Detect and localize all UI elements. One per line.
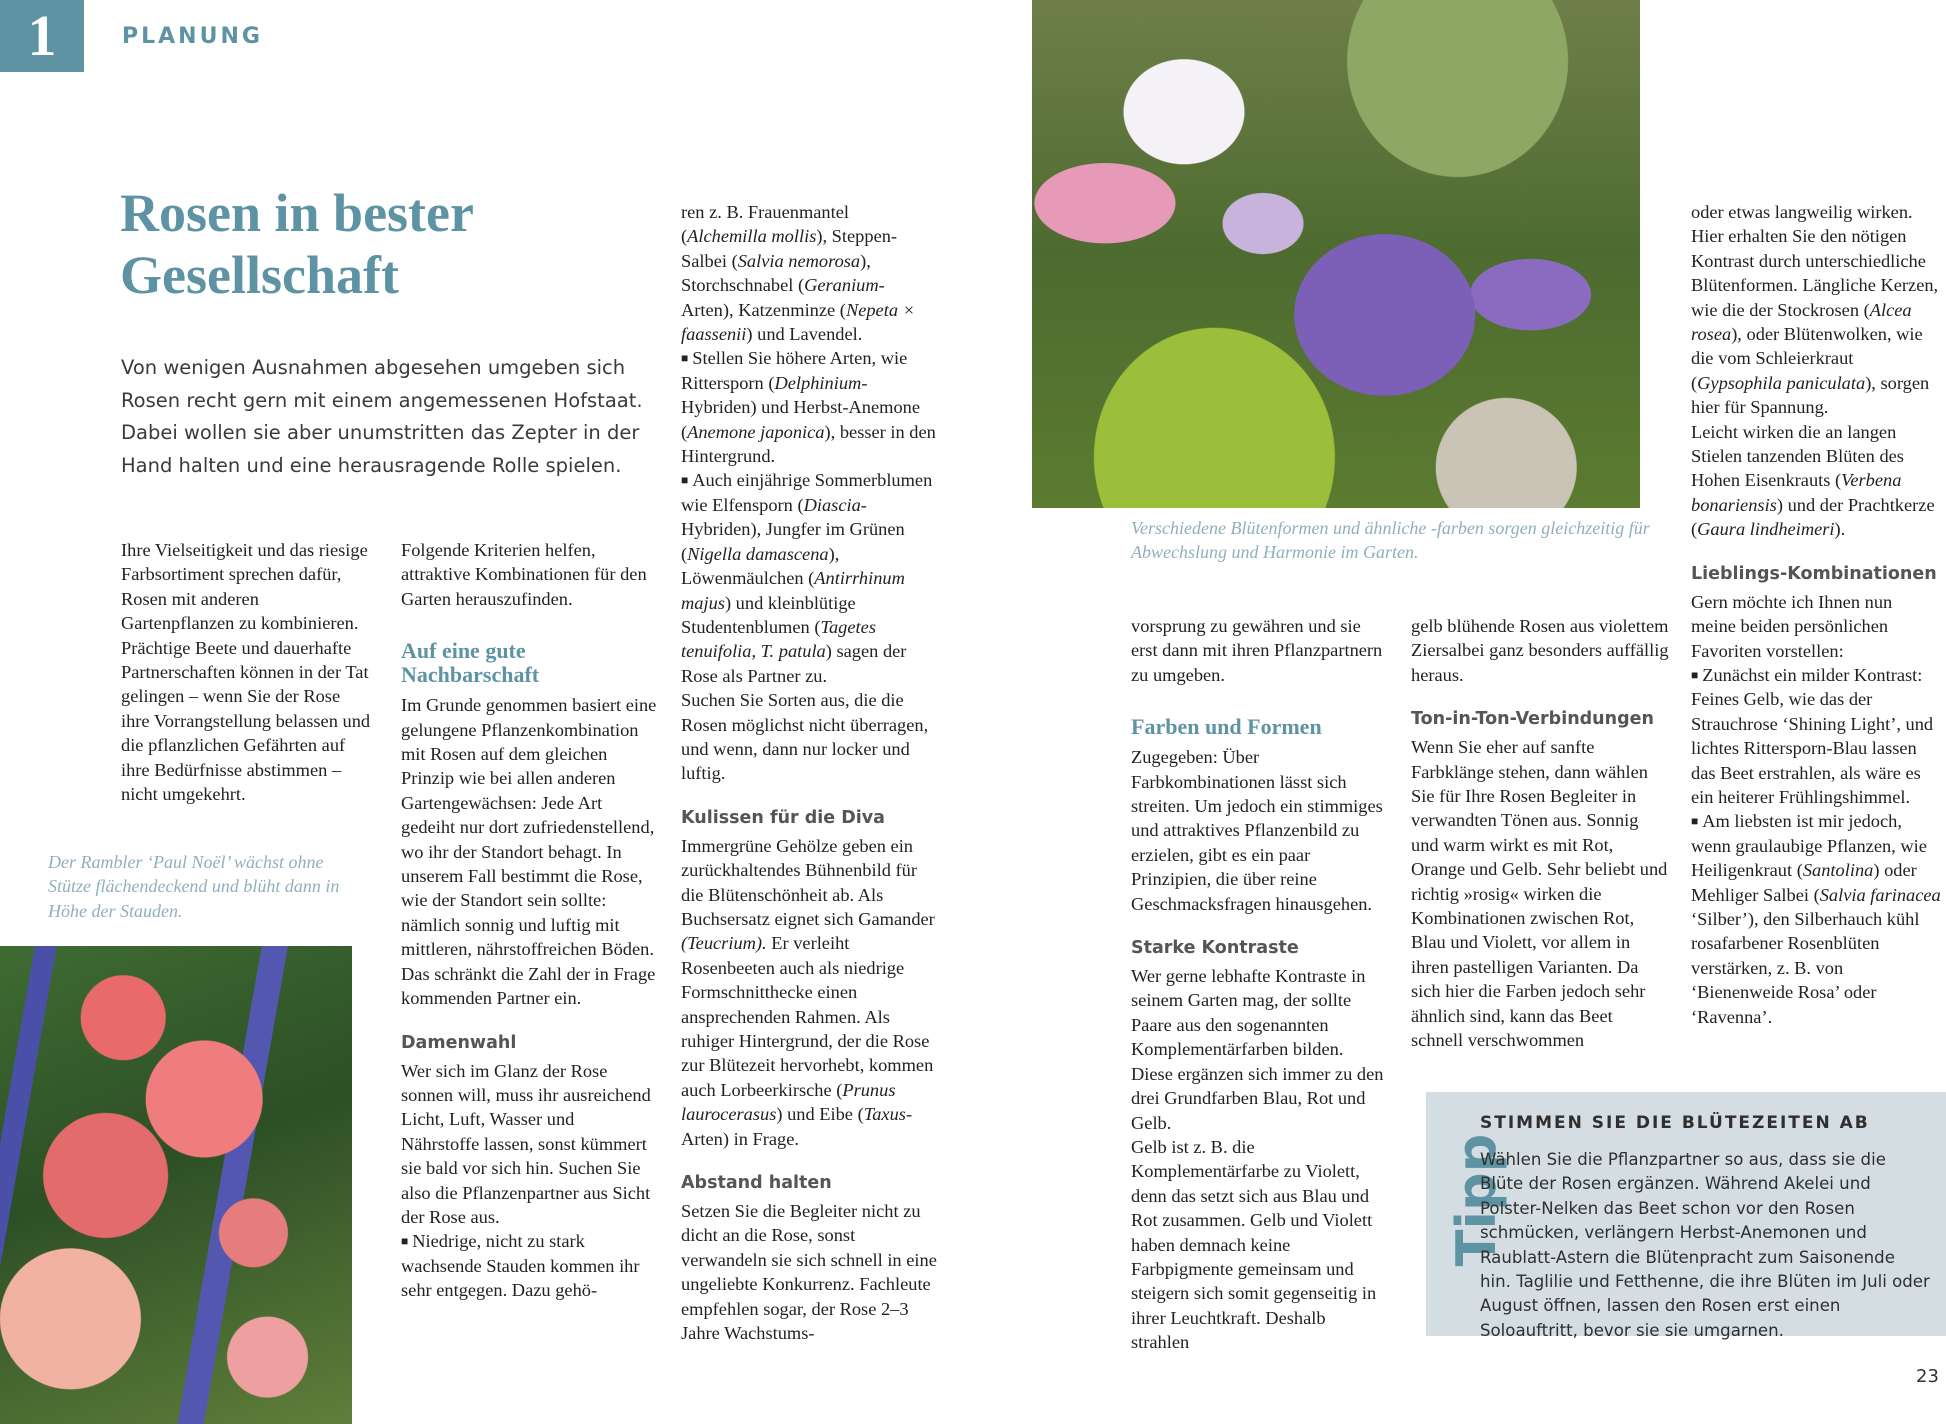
col3-p2: Setzen Sie die Begleiter nicht zu dicht an die Rose, sonst verwandeln sie sich schnell in eine ungeliebte Konkurrenz. Fachleute empfehlen sogar, der Rose 2–3 Jahre Wachstums-	[681, 1201, 937, 1344]
column-2	[401, 538, 657, 1303]
heading-kulissen: Kulissen für die Diva	[681, 807, 885, 828]
col3-p1: Immergrüne Gehölze geben ein zurückhaltendes Bühnenbild für die Blütenschönheit ab. Als Buchsersatz eignet sich Gamander (Teucrium). Er verleiht Rosenbeeten auch als niedrige Formschnitthecke einen ansprechenden Rahmen. Als ruhiger Hintergrund, der die Rose zur Blütezeit hervorhebt, kommen auch Lorbeerkirsche (Prunus laurocerasus) und Eibe (Taxus-Arten) in Frage.	[681, 835, 935, 1149]
tip-text: Wählen Sie die Pflanzpartner so aus, dass sie die Blüte der Rosen ergänzen. Während Akelei und Polster-Nelken das Beet schon vor den Rosen schmücken, verlängern Herbst-Anemonen und Raublatt-Astern die Blütenpracht zum Saisonende hin. Taglilie und Fetthenne, die ihre Blüten im Juli oder August öffnen, lassen den Rosen erst einen Soloauftritt, bevor sie sie umgarnen.	[1480, 1150, 1930, 1340]
roses-photo-caption: Der Rambler ‘Paul Noël’ wächst ohne Stütze flächendeckend und blüht dann in Höhe der Stauden.	[48, 852, 340, 921]
garden-photo-caption: Verschiedene Blütenformen und ähnliche -farben sorgen gleichzeitig für Abwechslung und Harmonie im Garten.	[1131, 518, 1650, 563]
bullet-square-icon: ■	[401, 1234, 409, 1249]
heading-abstand: Abstand halten	[681, 1173, 832, 1194]
col6-p2: Gern möchte ich Ihnen nun meine beiden persönlichen Favoriten vorstellen:	[1691, 591, 1893, 661]
roses-lupins-photo	[0, 946, 352, 1424]
col4-p3: Gelb ist z. B. die Komplementärfarbe zu Violett, denn das setzt sich aus Blau und Rot zusammen. Gelb und Violett haben demnach keine Farbpigmente gemeinsam und steigern sich somit gegenseitig in ihrer Leuchtkraft. Deshalb strahlen	[1131, 1136, 1377, 1353]
col4-p2: Wer gerne lebhafte Kontraste in seinem Garten mag, der sollte Paare aus den sogenannten Komplementärfarben bilden. Diese ergänzen sich immer zu den drei Grundfarben Blau, Rot und Gelb.	[1131, 966, 1384, 1133]
heading-ton-in-ton: Ton-in-Ton-Verbindungen	[1411, 709, 1654, 730]
col5-p0: gelb blühende Rosen aus violettem Ziersalbei ganz besonders auffällig heraus.	[1411, 616, 1669, 685]
col4-p1: Zugegeben: Über Farbkombinationen lässt sich streiten. Um jedoch ein stimmiges und attraktives Pflanzenbild zu erzielen, gibt es ein paar Prinzipien, die über reine Geschmacksfragen hinausgehen.	[1131, 747, 1383, 914]
col2-bullet1: ■ Niedrige, nicht zu stark wachsende Stauden kommen ihr sehr entgegen. Dazu gehö-	[401, 1231, 640, 1301]
column-6	[1691, 200, 1941, 1029]
col3-bullet3: ■ Auch einjährige Sommerblumen wie Elfensporn (Diascia-Hybriden), Jungfer im Grünen (Nigella damascena), Löwenmäulchen (Antirrhinum majus) und kleinblütige Studentenblumen (Tagetes tenuifolia, T. patula) sagen der Rose als Partner zu.	[681, 470, 933, 686]
column-1	[121, 538, 373, 806]
chapter-number: 1	[27, 3, 57, 68]
heading-farben: Farben und Formen	[1131, 714, 1322, 740]
col5-p1: Wenn Sie eher auf sanfte Farbklänge stehen, dann wählen Sie für Ihre Rosen Begleiter in verwandten Tönen aus. Sonnig und warm wirkt es mit Rot, Orange und Gelb. Sehr beliebt und richtig »rosig« wirken die Kombinationen zwischen Rot, Blau und Violett, vor allem in ihren pastelligen Varianten. Da sich hier die Farben jedoch sehr ähnlich sind, kann das Beet schnell verschwommen	[1411, 737, 1668, 1051]
col1-intro: Ihre Vielseitigkeit und das riesige Farbsortiment sprechen dafür, Rosen mit anderen Gartenpflanzen zu kombinieren. Prächtige Beete und dauerhafte Partnerschaften können in der Tat gelingen – wenn Sie der Rose ihre Vorrangstellung belassen und die pflanzlichen Gefährten auf ihre Bedürfnisse abstimmen – nicht umgekehrt.	[121, 540, 371, 805]
lead-paragraph: Von wenigen Ausnahmen abgesehen umgeben sich Rosen recht gern mit einem angemessenen Hofstaat. Dabei wollen sie aber unumstritten das Zepter in der Hand halten und eine herausragende Rolle spielen.	[121, 356, 643, 477]
bullet-square-icon: ■	[681, 473, 689, 488]
bullet-square-icon: ■	[681, 351, 689, 366]
col6-bullet1: ■ Zunächst ein milder Kontrast: Feines Gelb, wie das der Strauchrose ‘Shining Light’, und lichtes Rittersporn-Blau lassen das Beet erstrahlen, als wäre es ein heiterer Frühlingshimmel.	[1691, 664, 1934, 807]
column-3	[681, 200, 937, 1345]
col6-p0: oder etwas langweilig wirken. Hier erhalten Sie den nötigen Kontrast durch unterschiedliche Blütenformen. Längliche Kerzen, wie die der Stockrosen (Alcea rosea), oder Blütenwolken, wie die vom Schleierkraut (Gypsophila paniculata), sorgen hier für Spannung.	[1691, 202, 1939, 418]
heading-lieblings: Lieblings-Kombinationen	[1691, 563, 1937, 584]
garden-photo	[1032, 0, 1640, 508]
page-title-line1: Rosen in bester	[120, 183, 474, 243]
chapter-label: PLANUNG	[122, 24, 263, 49]
col3-p-after: Suchen Sie Sorten aus, die die Rosen möglichst nicht überragen, und wenn, dann nur locker und luftig.	[681, 690, 929, 784]
bullet-square-icon: ■	[1691, 814, 1699, 829]
col2-p2: Wer sich im Glanz der Rose sonnen will, muss ihr ausreichend Licht, Luft, Wasser und Nährstoffe lassen, sonst kümmert sie bald vor sich hin. Suchen Sie also die Pflanzenpartner aus Sicht der Rose aus.	[401, 1060, 651, 1227]
col3-bullet2: ■ Stellen Sie höhere Arten, wie Rittersporn (Delphinium-Hybriden) und Herbst-Anemone (Anemone japonica), besser in den Hintergrund.	[681, 348, 936, 467]
heading-nachbarschaft: Auf eine gute Nachbarschaft	[401, 638, 540, 688]
col2-p1: Im Grunde genommen basiert eine gelungene Pflanzenkombination mit Rosen auf dem gleichen Prinzip wie bei allen anderen Gartengewächsen: Jede Art gedeiht nur dort zufriedenstellend, wo ihr der Standort behagt. In unserem Fall bestimmt die Rose, wie der Standort sein sollte: nämlich sonnig und luftig mit mittleren, nährstoffreichen Böden. Das schränkt die Zahl der in Frage kommenden Partner ein.	[401, 695, 657, 1009]
heading-kontraste: Starke Kontraste	[1131, 938, 1299, 959]
page-title-line2: Gesellschaft	[120, 245, 399, 305]
chapter-number-box	[0, 0, 84, 72]
col6-bullet2: ■ Am liebsten ist mir jedoch, wenn graulaubige Pflanzen, wie Heiligenkraut (Santolina) oder Mehliger Salbei (Salvia farinacea ‘Silber’), den Silberhauch kühl rosafarbener Rosenblüten verstärken, z. B. von ‘Bienenweide Rosa’ oder ‘Ravenna’.	[1691, 811, 1941, 1027]
page-number: 23	[1916, 1366, 1939, 1387]
col2-intro: Folgende Kriterien helfen, attraktive Kombinationen für den Garten herauszufinden.	[401, 540, 647, 609]
bullet-square-icon: ■	[1691, 667, 1699, 682]
col6-p1: Leicht wirken die an langen Stielen tanzenden Blüten des Hohen Eisenkrauts (Verbena bonariensis) und der Prachtkerze (Gaura lindheimeri).	[1691, 421, 1935, 540]
col4-p0: vorsprung zu gewähren und sie erst dann mit ihren Pflanzpartnern zu umgeben.	[1131, 616, 1383, 685]
col3-bullet1-cont: ren z. B. Frauenmantel (Alchemilla mollis), Steppen-Salbei (Salvia nemorosa), Storchschnabel (Geranium-Arten), Katzenminze (Nepeta × faassenii) und Lavendel.	[681, 202, 916, 345]
column-5	[1411, 614, 1669, 1053]
tip-label: Tipp	[1445, 1133, 1508, 1267]
column-4	[1131, 614, 1387, 1355]
heading-damenwahl: Damenwahl	[401, 1032, 517, 1053]
tip-title: STIMMEN SIE DIE BLÜTEZEITEN AB	[1480, 1113, 1870, 1133]
page-title	[120, 182, 640, 306]
